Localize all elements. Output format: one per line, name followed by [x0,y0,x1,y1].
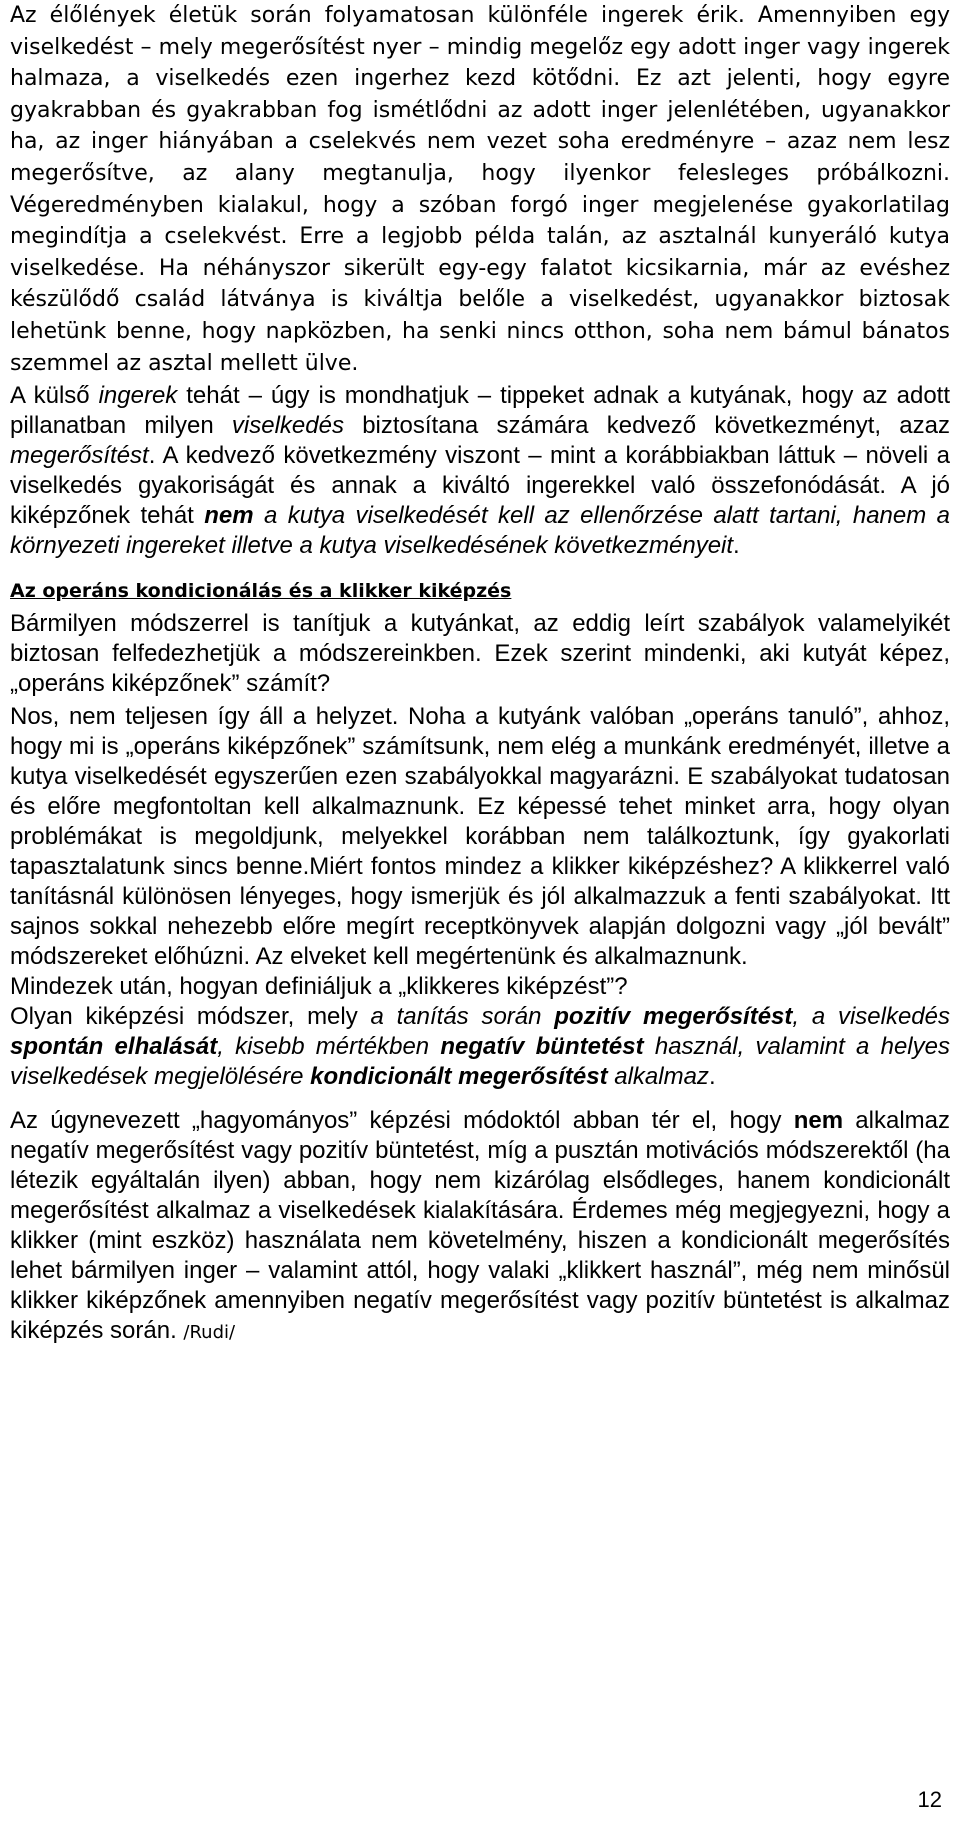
bold-italic-text: kondicionált megerősítést [310,1063,608,1091]
bold-italic-text: pozitív megerősítést [554,1003,793,1031]
paragraph-traditional [10,1106,950,1348]
section-heading: Az operáns kondicionálás és a klikker kiképzés [10,580,512,603]
text: . A kedvező következmény viszont – mint a korábbiakban láttuk – növeli a viselkedés gyakoriságát és annak a kiváltó ingerekkel való összefonódását. A jó kiképzőnek tehát [10,442,950,530]
italic-text: használ, valamint a helyes viselkedések megjelölésére [10,1033,950,1091]
text: biztosítana számára kedvező következményt, azaz [343,412,950,440]
italic-text: viselkedés [231,412,344,440]
text: . [708,1063,716,1091]
page-number: 12 [917,1787,942,1812]
text: alkalmaz negatív megerősítést vagy pozitív büntetést, míg a pusztán motivációs módszerektől (ha létezik egyáltalán ilyen) abban, hogy nem kizárólag elsődleges, hanem kondicionált megerősítést alkalmaz a viselkedések kialakítására. Érdemes még megjegyezni, hogy a klikker (mint eszköz) használata nem követelmény, hiszen a kondicionált megerősítés lehet bármilyen inger – valamint attól, hogy valaki „klikkert használ”, még nem minősül klikker kiképzőnek amennyiben negatív megerősítést vagy pozitív büntetést is alkalmaz kiképzés során. [10,1107,950,1345]
author-signature: /Rudi/ [183,1322,236,1344]
paragraph-methods: Bármilyen módszerrel is tanítjuk a kutyánkat, az eddig leírt szabályok valamelyikét biztosan felfedezhetjük a módszereinkben. Ezek szerint mindenki, aki kutyát képez, „operáns kiképzőnek” számít? [10,610,950,698]
paragraph-intro [10,0,950,379]
paragraph-definition [10,1002,950,1092]
text: Olyan kiképzési módszer, mely [10,1003,371,1031]
italic-text: a kutya viselkedését kell az ellenőrzése alatt tartani, hanem a környezeti ingereket illetve a kutya viselkedésének következményeit [10,502,950,560]
paragraph-question: Mindezek után, hogyan definiáljuk a „klikkeres kiképzést”? [10,973,628,1001]
italic-text: ingerek [98,382,178,410]
bold-italic-text: negatív büntetést [440,1033,644,1061]
paragraph-situation: Nos, nem teljesen így áll a helyzet. Noha a kutyánk valóban „operáns tanuló”, ahhoz, hogy mi is „operáns kiképzőnek” számítsunk, nem elég a munkánk eredményét, illetve a kutya viselkedését egyszerűen ezen szabályokkal magyarázni. E szabályokat tudatosan és előre megfontoltan kell alkalmaznunk. Ez képessé tehet minket arra, hogy olyan problémákat is megoldjunk, melyekkel korábban nem találkoztunk, így gyakorlati tapasztalatunk sincs benne.Miért fontos mindez a klikker kiképzéshez? A klikkerrel való tanításnál különösen lényeges, hogy ismerjük és jól alkalmazzuk a fenti szabályokat. Itt sajnos sokkal nehezebb előre megírt receptkönyvek alapján dolgozni vagy „jól bevált” módszereket előhúzni. Az elveket kell megértenünk és alkalmaznunk. [10,703,950,971]
italic-text: , a viselkedés [792,1003,951,1031]
text: A külső [10,382,99,410]
paragraph-stimuli [10,381,950,561]
text: Az úgynevezett „hagyományos” képzési módoktól abban tér el, hogy [10,1107,794,1135]
bold-text: nem [793,1107,844,1135]
italic-text: a tanítás során [370,1003,555,1031]
document-page [10,0,950,1348]
italic-text: , kisebb mértékben [217,1033,441,1061]
bold-italic-text: spontán elhalását [10,1033,218,1061]
italic-text: megerősítést [10,442,149,470]
text: . [733,532,740,560]
italic-text: alkalmaz [607,1063,709,1091]
text: tehát – úgy is mondhatjuk – tippeket adnak a kutyának, hogy az adott pillanatban milyen [10,382,951,440]
intro-text: Az élőlények életük során folyamatosan különféle ingerek érik. Amennyiben egy viselkedést – mely megerősítést nyer – mindig megelőz egy adott inger vagy ingerek halmaza, a viselkedés ezen ingerhez kezd kötődni. Ez azt jelenti, hogy egyre gyakrabban és gyakrabban fog ismétlődni az adott inger jelenlétében, ugyanakkor ha, az inger hiányában a cselekvés nem vezet soha eredményre – azaz nem lesz megerősítve, az alany megtanulja, hogy ilyenkor felesleges próbálkozni. Végeredményben kialakul, hogy a szóban forgó inger megjelenése gyakorlatilag megindítja a cselekvést. Erre a legjobb példa talán, az asztalnál kunyeráló kutya viselkedése. Ha néhányszor sikerült egy-egy falatot kicsikarnia, már az evéshez készülődő család látványa is kiváltja belőle a viselkedést, ugyanakkor biztosak lehetünk benne, hogy napközben, ha senki nincs otthon, soha nem bámul bánatos szemmel az asztal mellett ülve. [10,3,950,376]
bold-italic-text: nem [204,502,254,530]
